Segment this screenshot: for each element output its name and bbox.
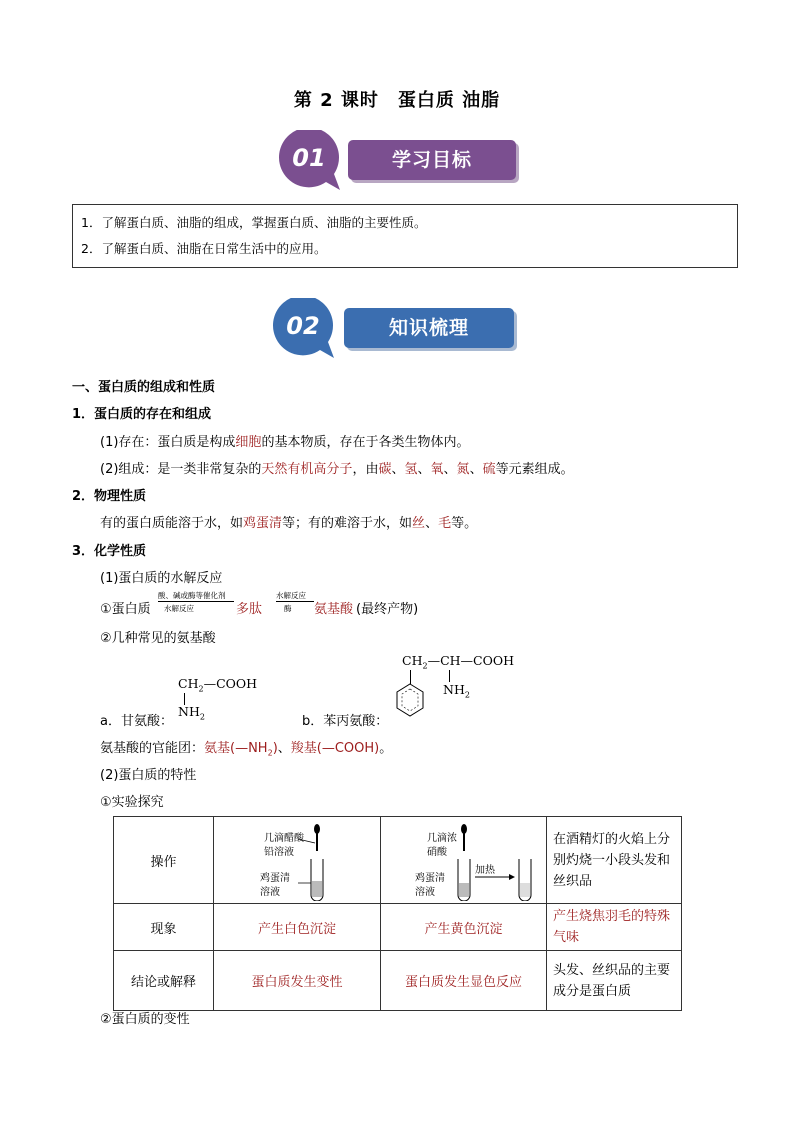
glycine-structure-top <box>178 676 257 694</box>
answer-text: 硫 <box>482 462 496 477</box>
figure-label: 加热 <box>475 865 495 876</box>
experiment-table <box>113 816 682 1011</box>
dropper-test-tube-icon <box>298 821 338 901</box>
text: —COOH <box>203 676 258 691</box>
glycine-label: a．甘氨酸： <box>100 714 173 729</box>
glycine-structure-bottom <box>178 704 205 722</box>
text: —CH—COOH <box>427 653 514 668</box>
paragraph-composition <box>100 458 574 477</box>
text: ，由 <box>352 462 379 477</box>
figure-label: 溶液 <box>415 887 435 898</box>
page-title: 第 2 课时 蛋白质 油脂 <box>293 90 501 111</box>
section-heading: 一、蛋白质的组成和性质 <box>72 380 216 395</box>
answer-text: 毛 <box>438 516 452 531</box>
phenomenon-cell: 产生黄色沉淀 <box>381 904 547 951</box>
text: NH <box>443 682 465 697</box>
text: 、 <box>425 516 439 531</box>
text: 等。 <box>451 516 478 531</box>
bond-line <box>449 670 450 682</box>
figure-label: 鸡蛋清 <box>260 873 290 884</box>
figure-label: 几滴浓 <box>427 833 457 844</box>
paragraph-existence <box>100 431 469 450</box>
answer-text: 多肽 <box>236 602 263 617</box>
phenylalanine-label: b．苯丙氨酸： <box>302 714 389 729</box>
figure-label: 铅溶液 <box>264 847 294 858</box>
paragraph-heading: (2)蛋白质的特性 <box>100 768 197 783</box>
conclusion-cell: 头发、丝织品的主要成分是蛋白质 <box>547 951 682 1011</box>
answer-text: 氧 <box>430 462 444 477</box>
reaction-arrow <box>158 601 234 602</box>
arrow-condition: 水解反应 <box>276 591 306 600</box>
phenomenon-cell: 产生烧焦羽毛的特殊气味 <box>547 904 682 951</box>
text: 2 <box>464 690 470 700</box>
section-banner-knowledge <box>268 298 528 360</box>
reaction-arrow <box>276 601 314 602</box>
text: 等；有的难溶于水，如 <box>282 516 413 531</box>
figure-label: 溶液 <box>260 887 280 898</box>
answer-text: 鸡蛋清 <box>243 516 283 531</box>
goal-item: 2．了解蛋白质、油脂在日常生活中的应用。 <box>81 241 327 256</box>
table-row <box>114 817 682 904</box>
goal-item: 1．了解蛋白质、油脂的组成，掌握蛋白质、油脂的主要性质。 <box>81 215 427 230</box>
subsection-heading: 1．蛋白质的存在和组成 <box>72 407 212 422</box>
figure-label: 鸡蛋清 <box>415 873 445 884</box>
table-row <box>114 951 682 1011</box>
banner-number: 01 <box>292 144 326 172</box>
dropper-heat-test-tube-icon <box>447 821 537 901</box>
text: 氨基酸的官能团： <box>100 741 205 756</box>
arrow-condition: 水解反应 <box>164 604 194 613</box>
conclusion-cell: 蛋白质发生显色反应 <box>381 951 547 1011</box>
text: NH <box>178 704 200 719</box>
experiment-3-operation: 在酒精灯的火焰上分别灼烧一小段头发和丝织品 <box>547 817 682 904</box>
paragraph-functional-groups <box>100 737 392 758</box>
row-head: 操作 <box>114 817 214 904</box>
text: 2 <box>198 684 204 694</box>
subsection-heading: 2．物理性质 <box>72 489 147 504</box>
figure-label: 几滴醋酸 <box>264 833 304 844</box>
text: CH <box>178 676 199 691</box>
paragraph-physical <box>100 512 477 531</box>
row-head: 现象 <box>114 904 214 951</box>
learning-goals-box <box>72 204 738 268</box>
text: 有的蛋白质能溶于水，如 <box>100 516 244 531</box>
text: 、 <box>417 462 431 477</box>
answer-text: ) <box>272 741 278 756</box>
figure-label: 硝酸 <box>427 847 447 858</box>
arrow-condition: 酶 <box>284 604 292 613</box>
paragraph-heading: ②蛋白质的变性 <box>100 1012 190 1027</box>
arrow-condition: 酸、碱或酶等催化剂 <box>158 591 226 600</box>
text: (最终产物) <box>356 602 419 617</box>
phenylalanine-structure-bottom <box>443 682 470 700</box>
row-head: 结论或解释 <box>114 951 214 1011</box>
text: 、 <box>277 741 291 756</box>
paragraph-heading: ①实验探究 <box>100 795 164 810</box>
text: 、 <box>469 462 483 477</box>
experiment-2-figure <box>381 817 547 904</box>
answer-text: 碳 <box>378 462 392 477</box>
text: 等元素组成。 <box>495 462 574 477</box>
text: (2)组成：是一类非常复杂的 <box>100 462 262 477</box>
table-row <box>114 904 682 951</box>
phenylalanine-structure-top <box>402 653 514 671</box>
benzene-ring-icon <box>394 682 426 718</box>
answer-text: 氨基酸 <box>314 602 354 617</box>
answer-text: 氮 <box>456 462 470 477</box>
paragraph-heading: (1)蛋白质的水解反应 <box>100 571 223 586</box>
text: 的基本物质，存在于各类生物体内。 <box>261 435 470 450</box>
answer-text: 天然有机高分子 <box>261 462 353 477</box>
banner-label: 知识梳理 <box>344 308 514 348</box>
hydrolysis-equation <box>100 590 440 620</box>
text: CH <box>402 653 423 668</box>
answer-text: 丝 <box>412 516 426 531</box>
text: (1)存在：蛋白质是构成 <box>100 435 236 450</box>
conclusion-cell: 蛋白质发生变性 <box>214 951 381 1011</box>
text: 、 <box>391 462 405 477</box>
text: 、 <box>443 462 457 477</box>
answer-text: 细胞 <box>235 435 262 450</box>
answer-text: 氢 <box>404 462 418 477</box>
text: 2 <box>199 712 205 722</box>
answer-text: 羧基(—COOH) <box>290 741 380 756</box>
answer-text: 氨基(—NH <box>204 741 268 756</box>
text: ①蛋白质 <box>100 602 151 617</box>
phenomenon-cell: 产生白色沉淀 <box>214 904 381 951</box>
subsection-heading: 3．化学性质 <box>72 544 147 559</box>
banner-number: 02 <box>286 312 320 340</box>
experiment-1-figure <box>214 817 381 904</box>
paragraph-heading: ②几种常见的氨基酸 <box>100 631 216 646</box>
text: 2 <box>422 661 428 671</box>
banner-label: 学习目标 <box>348 140 516 180</box>
section-banner-goals <box>274 130 524 192</box>
text: 。 <box>379 741 393 756</box>
answer-text: 2 <box>267 748 273 758</box>
